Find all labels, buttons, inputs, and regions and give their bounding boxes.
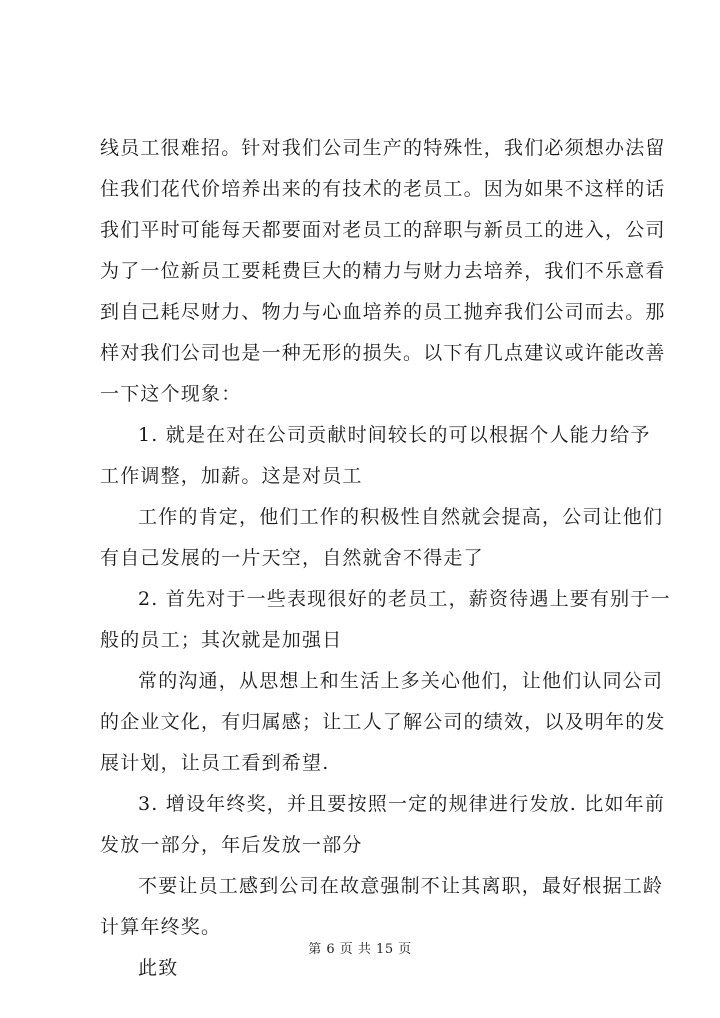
document-body xyxy=(100,128,671,989)
text-line: 计算年终奖。 xyxy=(100,916,222,938)
text-line: 我们平时可能每天都要面对老员工的辞职与新员工的进入，公司 xyxy=(100,219,666,241)
text-line: 展计划，让员工看到希望. xyxy=(100,752,330,774)
text-line: 工作的肯定，他们工作的积极性自然就会提高，公司让他们 xyxy=(138,506,664,528)
text-line: 住我们花代价培养出来的有技术的老员工。因为如果不这样的话 xyxy=(100,178,666,200)
closing-salutation: 此致 xyxy=(138,957,179,979)
text-line: 样对我们公司也是一种无形的损失。以下有几点建议或许能改善 xyxy=(100,342,666,364)
text-line: 般的员工；其次就是加强日 xyxy=(100,629,343,651)
text-line: 线员工很难招。针对我们公司生产的特殊性，我们必须想办法留 xyxy=(100,137,666,159)
text-line: 一下这个现象： xyxy=(100,383,242,405)
list-item-3-line: 3. 增设年终奖，并且要按照一定的规律进行发放. 比如年前 xyxy=(138,793,666,815)
text-line: 工作调整，加薪。这是对员工 xyxy=(100,465,363,487)
text-line: 常的沟通，从思想上和生活上多关心他们，让他们认同公司 xyxy=(138,670,664,692)
text-line: 发放一部分，年后发放一部分 xyxy=(100,834,363,856)
text-line: 为了一位新员工要耗费巨大的精力与财力去培养，我们不乐意看 xyxy=(100,260,666,282)
text-line: 的企业文化，有归属感；让工人了解公司的绩效，以及明年的发 xyxy=(100,711,666,733)
text-line: 有自己发展的一片天空，自然就舍不得走了 xyxy=(100,547,484,569)
text-line: 不要让员工感到公司在故意强制不让其离职，最好根据工龄 xyxy=(138,875,664,897)
list-item-1-line: 1. 就是在对在公司贡献时间较长的可以根据个人能力给予 xyxy=(138,424,651,446)
text-line: 到自己耗尽财力、物力与心血培养的员工抛弃我们公司而去。那 xyxy=(100,301,666,323)
list-item-2-line: 2. 首先对于一些表现很好的老员工，薪资待遇上要有别于一 xyxy=(138,588,671,610)
page-number-footer: 第 6 页 共 15 页 xyxy=(308,942,412,957)
